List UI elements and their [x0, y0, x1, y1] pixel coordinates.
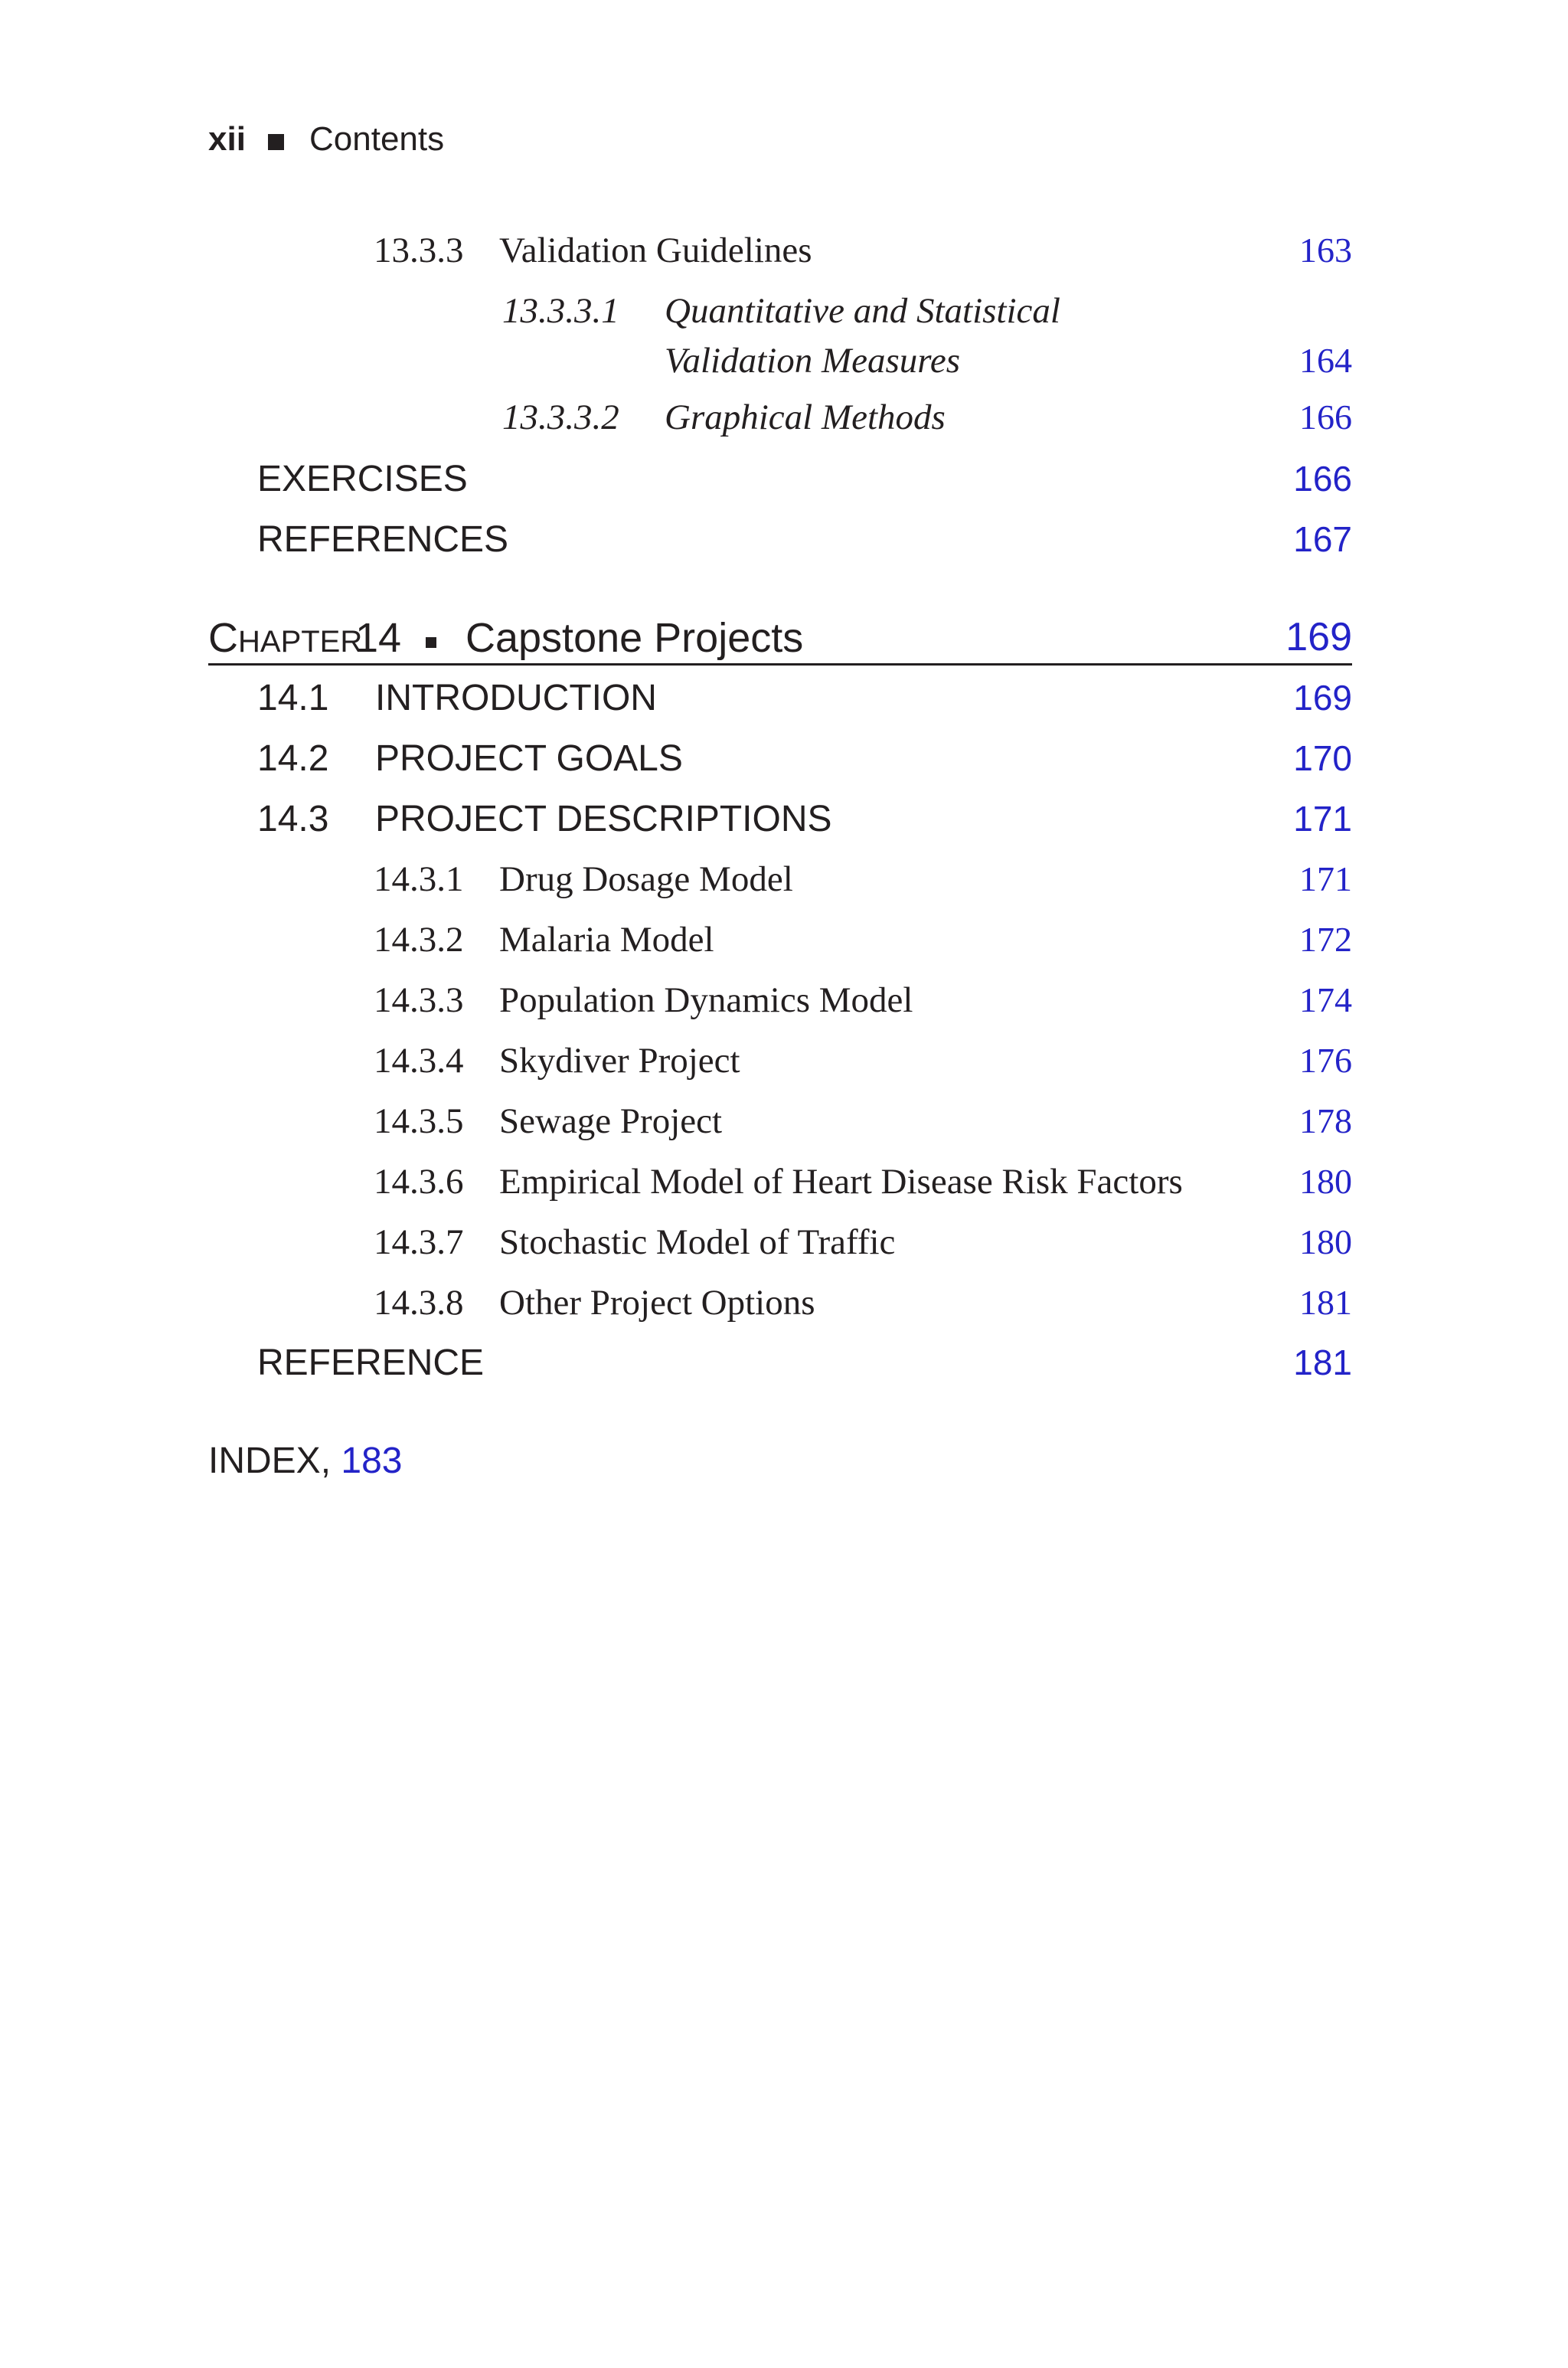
toc-entry-page[interactable]: 163 [1299, 231, 1352, 270]
toc-section-number: 14.2 [257, 738, 329, 779]
toc-subsection-page[interactable]: 180 [1299, 1162, 1352, 1201]
chapter-label: CHAPTER [208, 615, 363, 661]
toc-entry-page[interactable]: 167 [1293, 519, 1352, 559]
header-page-number: xii [208, 120, 246, 158]
index-label[interactable]: INDEX, [208, 1441, 332, 1481]
chapter-number: 14 [355, 615, 402, 661]
toc-subsection-number: 14.3.7 [374, 1222, 464, 1262]
toc-entry-page[interactable]: 164 [1299, 341, 1352, 380]
toc-entry-title[interactable]: Validation Guidelines [499, 231, 812, 270]
toc-subsection-title[interactable]: Other Project Options [499, 1283, 815, 1323]
toc-subsection-title[interactable]: Empirical Model of Heart Disease Risk Factors [499, 1162, 1183, 1202]
toc-subsection-number: 14.3.5 [374, 1101, 464, 1141]
index-entry [208, 1443, 402, 1480]
chapter-page[interactable]: 169 [1285, 615, 1352, 659]
toc-subsection-page[interactable]: 171 [1299, 859, 1352, 898]
toc-subsection-number: 14.3.2 [374, 920, 464, 960]
toc-section-page[interactable]: 170 [1293, 738, 1352, 778]
toc-entry-number: 13.3.3 [374, 231, 464, 270]
chapter-title[interactable]: Capstone Projects [466, 615, 804, 661]
toc-subsection-title[interactable]: Sewage Project [499, 1101, 723, 1141]
toc-entry-title[interactable]: EXERCISES [257, 459, 468, 499]
toc-section-number: 14.1 [257, 678, 329, 718]
toc-reference-title[interactable]: REFERENCE [257, 1343, 485, 1383]
header-section-title: Contents [309, 120, 445, 158]
toc-entry-title[interactable]: Graphical Methods [665, 397, 946, 437]
toc-entry-page[interactable]: 166 [1293, 459, 1352, 499]
toc-subsection-number: 14.3.8 [374, 1283, 464, 1323]
toc-section-title[interactable]: PROJECT DESCRIPTIONS [375, 799, 832, 839]
toc-subsection-page[interactable]: 180 [1299, 1222, 1352, 1261]
toc-section-number: 14.3 [257, 799, 329, 839]
toc-section-title[interactable]: INTRODUCTION [375, 678, 657, 718]
toc-section-page[interactable]: 171 [1293, 799, 1352, 839]
toc-section-title[interactable]: PROJECT GOALS [375, 738, 683, 779]
toc-entry-title-continued[interactable]: Validation Measures [665, 341, 960, 381]
toc-subsection-page[interactable]: 174 [1299, 980, 1352, 1019]
toc-entry-title[interactable]: REFERENCES [257, 519, 509, 560]
toc-subsection-page[interactable]: 181 [1299, 1283, 1352, 1322]
toc-entry-title[interactable]: Quantitative and Statistical [665, 291, 1060, 331]
toc-subsection-number: 14.3.3 [374, 980, 464, 1020]
toc-subsection-number: 14.3.4 [374, 1041, 464, 1081]
toc-entry-number: 13.3.3.2 [502, 397, 619, 437]
toc-subsection-page[interactable]: 172 [1299, 920, 1352, 959]
chapter-square-bullet-icon [426, 637, 436, 648]
toc-entry-number: 13.3.3.1 [502, 291, 619, 331]
toc-subsection-title[interactable]: Skydiver Project [499, 1041, 740, 1081]
index-page[interactable]: 183 [341, 1441, 403, 1481]
chapter-rule-divider [208, 663, 1352, 666]
toc-reference-page[interactable]: 181 [1293, 1343, 1352, 1382]
toc-subsection-number: 14.3.1 [374, 859, 464, 899]
header-square-bullet-icon [268, 134, 284, 150]
toc-subsection-title[interactable]: Population Dynamics Model [499, 980, 913, 1020]
toc-subsection-title[interactable]: Drug Dosage Model [499, 859, 793, 899]
toc-subsection-number: 14.3.6 [374, 1162, 464, 1202]
toc-subsection-page[interactable]: 176 [1299, 1041, 1352, 1080]
toc-subsection-page[interactable]: 178 [1299, 1101, 1352, 1140]
toc-section-page[interactable]: 169 [1293, 678, 1352, 718]
toc-subsection-title[interactable]: Malaria Model [499, 920, 714, 960]
toc-subsection-title[interactable]: Stochastic Model of Traffic [499, 1222, 896, 1262]
toc-entry-page[interactable]: 166 [1299, 397, 1352, 437]
